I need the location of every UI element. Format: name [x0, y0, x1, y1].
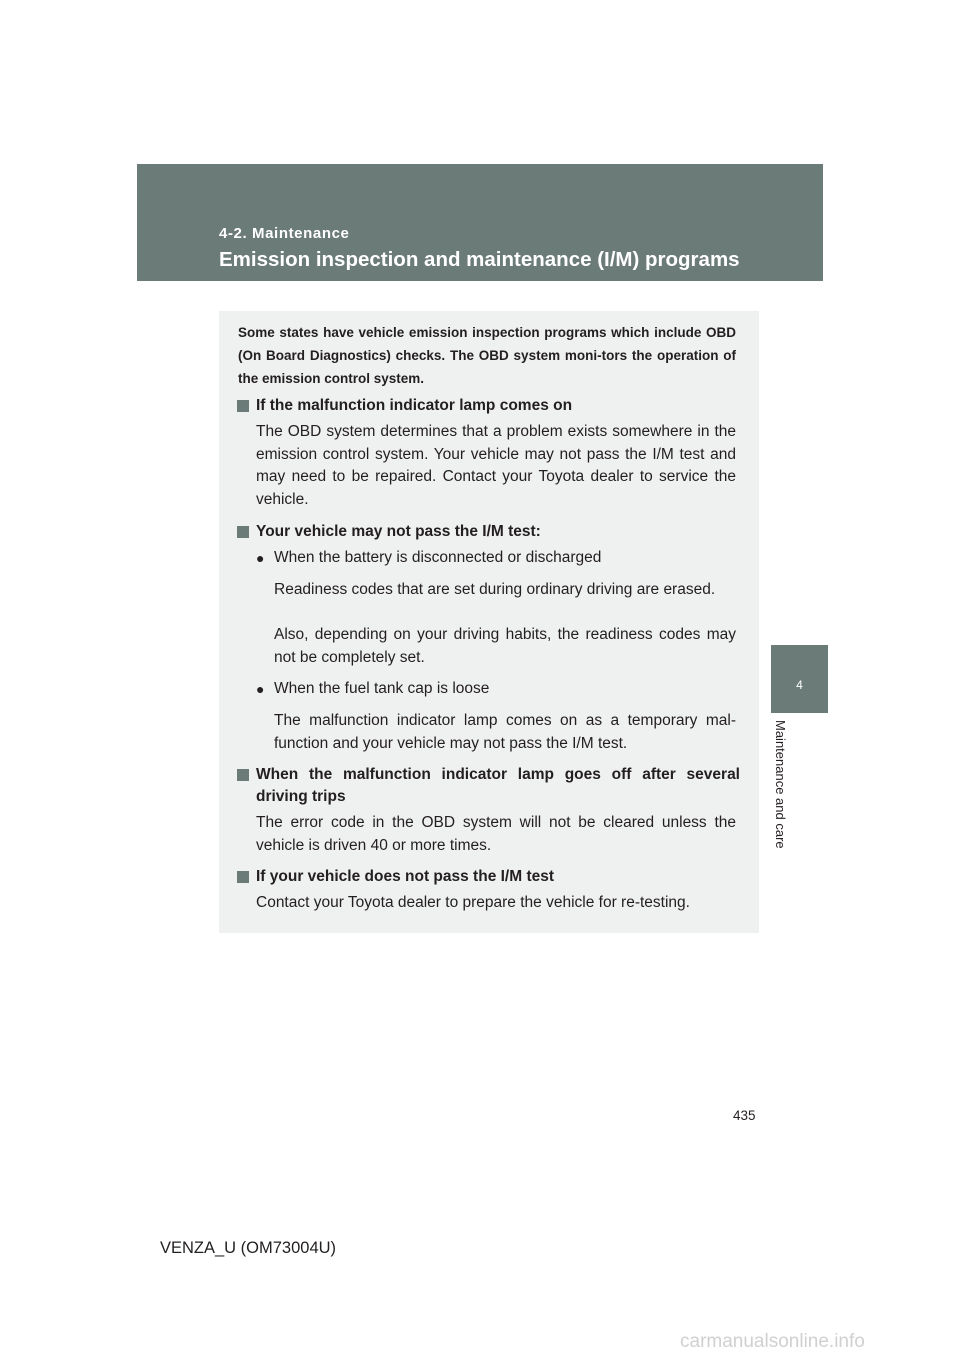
chapter-tab-number: 4	[796, 678, 803, 692]
header-band	[137, 164, 823, 281]
square-bullet-icon	[237, 526, 249, 538]
section-heading-text: If your vehicle does not pass the I/M test	[256, 868, 555, 885]
square-bullet-icon	[237, 871, 249, 883]
section-body: Contact your Toyota dealer to prepare the vehicle for re-testing.	[256, 894, 690, 911]
bullet-item	[256, 678, 736, 701]
bullet-label: When the battery is disconnected or discharged	[274, 549, 602, 566]
section-label: 4-2. Maintenance	[219, 225, 350, 242]
circle-bullet-icon: ●	[256, 681, 265, 697]
bullet-detail: Readiness codes that are set during ordinary driving are erased.	[274, 581, 716, 598]
section-heading	[236, 866, 740, 888]
section-body: The error code in the OBD system will not be cleared unless the vehicle is driven 40 or more times.	[256, 814, 736, 854]
page-number: 435	[733, 1108, 756, 1123]
chapter-tab[interactable]	[771, 645, 828, 713]
bullet-item	[256, 547, 736, 570]
section-heading	[236, 521, 740, 543]
section-heading	[236, 764, 740, 808]
square-bullet-icon	[237, 400, 249, 412]
chapter-label: Maintenance and care	[773, 720, 788, 849]
circle-bullet-icon: ●	[256, 550, 265, 566]
section-heading-text: When the malfunction indicator lamp goes off after several driving trips	[256, 766, 740, 805]
document-code: VENZA_U (OM73004U)	[160, 1239, 337, 1257]
content-box	[219, 311, 759, 933]
bullet-detail: The malfunction indicator lamp comes on as a temporary mal-function and your vehicle may not pass the I/M test.	[274, 712, 736, 752]
square-bullet-icon	[237, 769, 249, 781]
bullet-label: When the fuel tank cap is loose	[274, 680, 490, 697]
section-heading	[236, 395, 740, 417]
watermark: carmanualsonline.info	[680, 1331, 865, 1352]
section-body: The OBD system determines that a problem exists somewhere in the emission control system. Your vehicle may not pass the I/M test and may need to be repaired. Contact your Toyota dealer to service the vehicle.	[256, 423, 736, 508]
page-title: Emission inspection and maintenance (I/M) programs	[219, 248, 740, 271]
intro-text: Some states have vehicle emission inspection programs which include OBD (On Board Diagnostics) checks. The OBD system moni-tors the operation of the emission control system.	[238, 325, 736, 386]
section-heading-text: If the malfunction indicator lamp comes on	[256, 397, 573, 414]
section-heading-text: Your vehicle may not pass the I/M test:	[256, 523, 541, 540]
bullet-detail: Also, depending on your driving habits, the readiness codes may not be completely set.	[274, 626, 736, 666]
